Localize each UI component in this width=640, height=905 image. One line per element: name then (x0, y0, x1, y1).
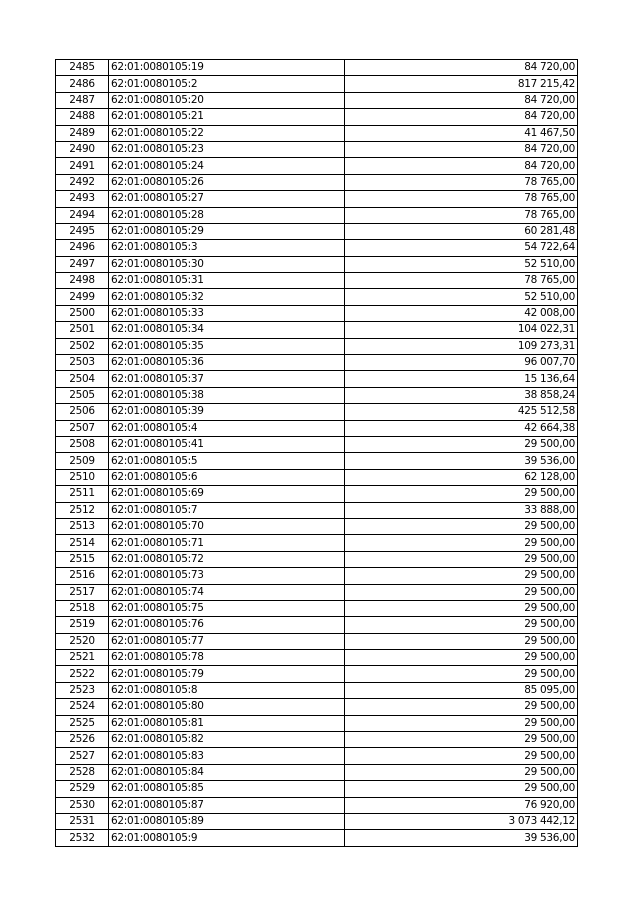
table-row (56, 617, 578, 633)
value-cell: 29 500,00 (345, 748, 578, 764)
cadastral-number-cell: 62:01:0080105:81 (109, 715, 345, 731)
row-number-cell: 2521 (56, 650, 109, 666)
row-number-cell: 2487 (56, 92, 109, 108)
row-number-cell: 2517 (56, 584, 109, 600)
table-row (56, 387, 578, 403)
value-cell: 29 500,00 (345, 781, 578, 797)
value-cell: 29 500,00 (345, 584, 578, 600)
value-cell: 41 467,50 (345, 125, 578, 141)
row-number-cell: 2490 (56, 141, 109, 157)
row-number-cell: 2514 (56, 535, 109, 551)
row-number-cell: 2515 (56, 551, 109, 567)
cadastral-number-cell: 62:01:0080105:4 (109, 420, 345, 436)
row-number-cell: 2530 (56, 797, 109, 813)
table-row (56, 535, 578, 551)
value-cell: 29 500,00 (345, 633, 578, 649)
row-number-cell: 2522 (56, 666, 109, 682)
row-number-cell: 2532 (56, 830, 109, 846)
value-cell: 42 664,38 (345, 420, 578, 436)
row-number-cell: 2531 (56, 813, 109, 829)
cadastral-number-cell: 62:01:0080105:39 (109, 404, 345, 420)
table-row (56, 158, 578, 174)
row-number-cell: 2486 (56, 76, 109, 92)
cadastral-number-cell: 62:01:0080105:26 (109, 174, 345, 190)
cadastral-number-cell: 62:01:0080105:22 (109, 125, 345, 141)
value-cell: 29 500,00 (345, 699, 578, 715)
table-row (56, 633, 578, 649)
value-cell: 29 500,00 (345, 436, 578, 452)
cadastral-number-cell: 62:01:0080105:30 (109, 256, 345, 272)
row-number-cell: 2529 (56, 781, 109, 797)
row-number-cell: 2489 (56, 125, 109, 141)
table-row (56, 289, 578, 305)
cadastral-number-cell: 62:01:0080105:33 (109, 305, 345, 321)
cadastral-number-cell: 62:01:0080105:7 (109, 502, 345, 518)
row-number-cell: 2493 (56, 191, 109, 207)
cadastral-number-cell: 62:01:0080105:89 (109, 813, 345, 829)
table-row (56, 141, 578, 157)
row-number-cell: 2511 (56, 486, 109, 502)
row-number-cell: 2492 (56, 174, 109, 190)
cadastral-number-cell: 62:01:0080105:19 (109, 60, 345, 76)
row-number-cell: 2495 (56, 223, 109, 239)
value-cell: 60 281,48 (345, 223, 578, 239)
cadastral-number-cell: 62:01:0080105:27 (109, 191, 345, 207)
value-cell: 84 720,00 (345, 60, 578, 76)
value-cell: 29 500,00 (345, 732, 578, 748)
table-body (56, 60, 578, 847)
row-number-cell: 2503 (56, 355, 109, 371)
table-row (56, 600, 578, 616)
table-row (56, 420, 578, 436)
value-cell: 3 073 442,12 (345, 813, 578, 829)
value-cell: 817 215,42 (345, 76, 578, 92)
value-cell: 84 720,00 (345, 92, 578, 108)
table-row (56, 732, 578, 748)
value-cell: 85 095,00 (345, 682, 578, 698)
row-number-cell: 2497 (56, 256, 109, 272)
cadastral-number-cell: 62:01:0080105:6 (109, 469, 345, 485)
row-number-cell: 2510 (56, 469, 109, 485)
table-row (56, 191, 578, 207)
value-cell: 96 007,70 (345, 355, 578, 371)
cadastral-number-cell: 62:01:0080105:75 (109, 600, 345, 616)
table-row (56, 715, 578, 731)
table-row (56, 322, 578, 338)
value-cell: 78 765,00 (345, 207, 578, 223)
row-number-cell: 2509 (56, 453, 109, 469)
cadastral-number-cell: 62:01:0080105:70 (109, 518, 345, 534)
row-number-cell: 2498 (56, 273, 109, 289)
value-cell: 84 720,00 (345, 109, 578, 125)
table-row (56, 813, 578, 829)
table-row (56, 305, 578, 321)
cadastral-number-cell: 62:01:0080105:78 (109, 650, 345, 666)
value-cell: 29 500,00 (345, 518, 578, 534)
row-number-cell: 2520 (56, 633, 109, 649)
cadastral-number-cell: 62:01:0080105:24 (109, 158, 345, 174)
table-row (56, 125, 578, 141)
row-number-cell: 2524 (56, 699, 109, 715)
table-row (56, 338, 578, 354)
value-cell: 33 888,00 (345, 502, 578, 518)
cadastral-number-cell: 62:01:0080105:79 (109, 666, 345, 682)
row-number-cell: 2494 (56, 207, 109, 223)
row-number-cell: 2516 (56, 568, 109, 584)
value-cell: 29 500,00 (345, 617, 578, 633)
table-row (56, 764, 578, 780)
cadastral-number-cell: 62:01:0080105:28 (109, 207, 345, 223)
cadastral-number-cell: 62:01:0080105:41 (109, 436, 345, 452)
table-row (56, 207, 578, 223)
cadastral-number-cell: 62:01:0080105:80 (109, 699, 345, 715)
row-number-cell: 2525 (56, 715, 109, 731)
value-cell: 62 128,00 (345, 469, 578, 485)
value-cell: 29 500,00 (345, 486, 578, 502)
cadastral-number-cell: 62:01:0080105:85 (109, 781, 345, 797)
cadastral-number-cell: 62:01:0080105:84 (109, 764, 345, 780)
value-cell: 29 500,00 (345, 764, 578, 780)
row-number-cell: 2505 (56, 387, 109, 403)
cadastral-number-cell: 62:01:0080105:21 (109, 109, 345, 125)
row-number-cell: 2488 (56, 109, 109, 125)
table-row (56, 60, 578, 76)
cadastral-value-table (55, 59, 578, 847)
row-number-cell: 2501 (56, 322, 109, 338)
cadastral-number-cell: 62:01:0080105:34 (109, 322, 345, 338)
cadastral-number-cell: 62:01:0080105:23 (109, 141, 345, 157)
cadastral-number-cell: 62:01:0080105:9 (109, 830, 345, 846)
cadastral-number-cell: 62:01:0080105:8 (109, 682, 345, 698)
value-cell: 104 022,31 (345, 322, 578, 338)
row-number-cell: 2523 (56, 682, 109, 698)
table-row (56, 568, 578, 584)
row-number-cell: 2519 (56, 617, 109, 633)
row-number-cell: 2518 (56, 600, 109, 616)
value-cell: 29 500,00 (345, 666, 578, 682)
cadastral-number-cell: 62:01:0080105:5 (109, 453, 345, 469)
cadastral-number-cell: 62:01:0080105:83 (109, 748, 345, 764)
value-cell: 76 920,00 (345, 797, 578, 813)
table-row (56, 453, 578, 469)
cadastral-number-cell: 62:01:0080105:82 (109, 732, 345, 748)
table-row (56, 781, 578, 797)
value-cell: 29 500,00 (345, 568, 578, 584)
cadastral-number-cell: 62:01:0080105:3 (109, 240, 345, 256)
row-number-cell: 2507 (56, 420, 109, 436)
row-number-cell: 2496 (56, 240, 109, 256)
cadastral-number-cell: 62:01:0080105:38 (109, 387, 345, 403)
table-row (56, 699, 578, 715)
value-cell: 29 500,00 (345, 650, 578, 666)
row-number-cell: 2512 (56, 502, 109, 518)
cadastral-number-cell: 62:01:0080105:36 (109, 355, 345, 371)
value-cell: 84 720,00 (345, 141, 578, 157)
cadastral-number-cell: 62:01:0080105:76 (109, 617, 345, 633)
table-row (56, 240, 578, 256)
row-number-cell: 2504 (56, 371, 109, 387)
value-cell: 15 136,64 (345, 371, 578, 387)
value-cell: 54 722,64 (345, 240, 578, 256)
value-cell: 52 510,00 (345, 289, 578, 305)
value-cell: 42 008,00 (345, 305, 578, 321)
table-row (56, 355, 578, 371)
value-cell: 425 512,58 (345, 404, 578, 420)
row-number-cell: 2506 (56, 404, 109, 420)
table-row (56, 436, 578, 452)
row-number-cell: 2513 (56, 518, 109, 534)
table-row (56, 486, 578, 502)
row-number-cell: 2526 (56, 732, 109, 748)
cadastral-number-cell: 62:01:0080105:77 (109, 633, 345, 649)
value-cell: 29 500,00 (345, 715, 578, 731)
cadastral-number-cell: 62:01:0080105:20 (109, 92, 345, 108)
cadastral-number-cell: 62:01:0080105:73 (109, 568, 345, 584)
table-row (56, 682, 578, 698)
cadastral-number-cell: 62:01:0080105:71 (109, 535, 345, 551)
table-row (56, 469, 578, 485)
cadastral-number-cell: 62:01:0080105:29 (109, 223, 345, 239)
value-cell: 29 500,00 (345, 551, 578, 567)
value-cell: 78 765,00 (345, 174, 578, 190)
cadastral-number-cell: 62:01:0080105:69 (109, 486, 345, 502)
value-cell: 29 500,00 (345, 600, 578, 616)
cadastral-number-cell: 62:01:0080105:74 (109, 584, 345, 600)
value-cell: 78 765,00 (345, 191, 578, 207)
row-number-cell: 2485 (56, 60, 109, 76)
value-cell: 52 510,00 (345, 256, 578, 272)
cadastral-number-cell: 62:01:0080105:31 (109, 273, 345, 289)
row-number-cell: 2500 (56, 305, 109, 321)
table-row (56, 830, 578, 846)
value-cell: 38 858,24 (345, 387, 578, 403)
cadastral-number-cell: 62:01:0080105:35 (109, 338, 345, 354)
table-row (56, 404, 578, 420)
table-row (56, 584, 578, 600)
table-row (56, 797, 578, 813)
value-cell: 29 500,00 (345, 535, 578, 551)
cadastral-number-cell: 62:01:0080105:87 (109, 797, 345, 813)
table-row (56, 109, 578, 125)
value-cell: 84 720,00 (345, 158, 578, 174)
table-row (56, 371, 578, 387)
table-row (56, 76, 578, 92)
table-row (56, 174, 578, 190)
table-row (56, 666, 578, 682)
cadastral-number-cell: 62:01:0080105:32 (109, 289, 345, 305)
value-cell: 109 273,31 (345, 338, 578, 354)
cadastral-number-cell: 62:01:0080105:37 (109, 371, 345, 387)
row-number-cell: 2499 (56, 289, 109, 305)
table-row (56, 502, 578, 518)
table-row (56, 256, 578, 272)
table-row (56, 273, 578, 289)
row-number-cell: 2502 (56, 338, 109, 354)
row-number-cell: 2528 (56, 764, 109, 780)
table-row (56, 223, 578, 239)
row-number-cell: 2491 (56, 158, 109, 174)
cadastral-number-cell: 62:01:0080105:2 (109, 76, 345, 92)
row-number-cell: 2508 (56, 436, 109, 452)
value-cell: 78 765,00 (345, 273, 578, 289)
row-number-cell: 2527 (56, 748, 109, 764)
cadastral-number-cell: 62:01:0080105:72 (109, 551, 345, 567)
table-row (56, 92, 578, 108)
value-cell: 39 536,00 (345, 830, 578, 846)
table-row (56, 551, 578, 567)
table-row (56, 748, 578, 764)
table-row (56, 518, 578, 534)
table-row (56, 650, 578, 666)
value-cell: 39 536,00 (345, 453, 578, 469)
